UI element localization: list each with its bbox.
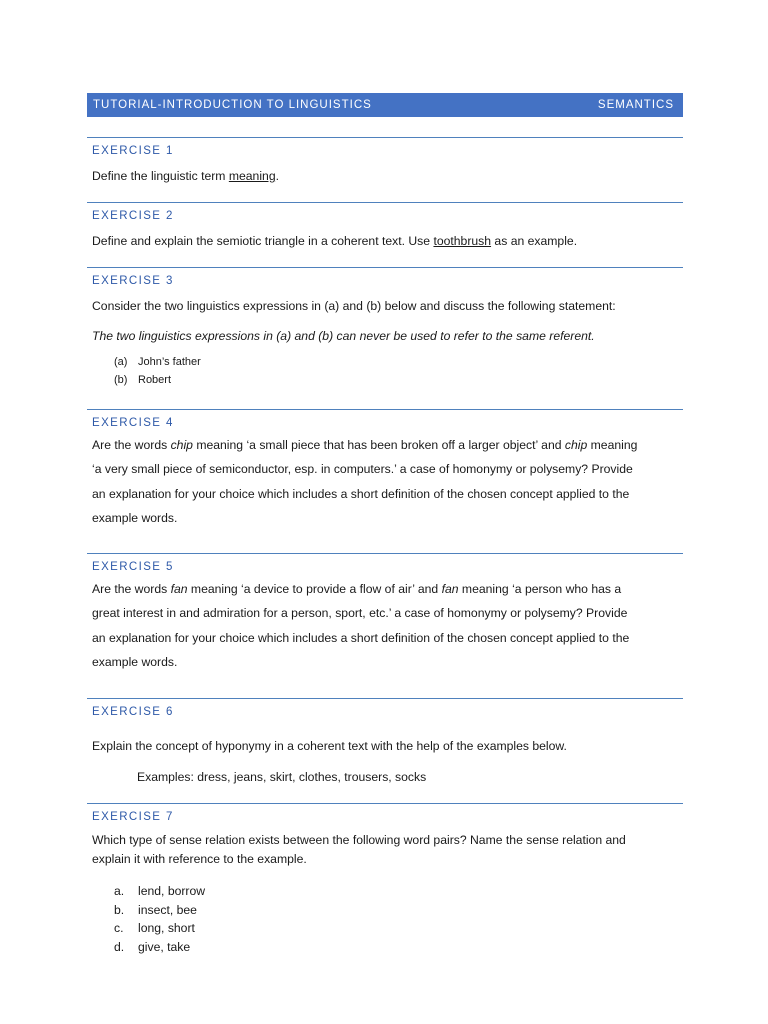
exercise-text: Define the linguistic term meaning. [92,169,279,183]
exercise-1 [87,137,683,202]
statement: The two linguistics expressions in (a) and (b) can never be used to refer to the same referent. [92,329,595,343]
exercise-text: Are the words chip meaning ‘a small piece that has been broken off a larger object’ and chip meaning ‘a very small piece of semiconductor, esp. in computers.’ a case of homonymy or polysemy? Provide an explanation for your choice which includes a short definition of the chosen concept applied to the example words. [92,438,638,526]
exercise-title: EXERCISE 7 [92,811,174,823]
exercise-title: EXERCISE 1 [92,145,174,157]
exercise-text: Define and explain the semiotic triangle in a coherent text. Use toothbrush as an example. [92,234,578,248]
header-title: TUTORIAL-INTRODUCTION TO LINGUISTICS [93,99,372,111]
header-topic: SEMANTICS [597,99,674,111]
key-term: meaning [228,169,276,183]
exercise-title: EXERCISE 3 [92,275,174,287]
exercise-text: Are the words fan meaning ‘a device to provide a flow of air’ and fan meaning ‘a person who has a great interest in and admiration for a person, sport, etc.’ a case of homonymy or polysemy? Provide an explanation for your choice which includes a short definition of the chosen concept applied to the example words. [92,582,630,670]
exercise-text: Explain the concept of hyponymy in a coherent text with the help of the examples below. [92,739,567,753]
list-item: b. insect, bee [114,902,197,917]
worksheet [87,93,683,957]
list-item: c. long, short [114,921,195,936]
exercise-2 [87,202,683,267]
header-bar [87,93,683,117]
list-item: d. give, take [114,940,191,955]
exercise-title: EXERCISE 5 [92,561,174,573]
exercise-6 [87,698,683,803]
exercise-title: EXERCISE 4 [92,417,174,429]
exercise-title: EXERCISE 2 [92,210,174,222]
exercise-text: Which type of sense relation exists between the following word pairs? Name the sense relation and explain it with reference to the example. [92,833,626,866]
list-item: a. lend, borrow [114,884,206,898]
examples-line: Examples: dress, jeans, skirt, clothes, trousers, socks [137,770,427,784]
exercise-text: Consider the two linguistics expressions in (a) and (b) below and discuss the following statement: [92,299,616,313]
exercise-7 [87,803,683,957]
exercise-3 [87,267,683,409]
key-term: toothbrush [433,234,492,248]
exercise-5 [87,553,683,698]
list-item: (b) Robert [114,374,172,386]
word-pair-list [92,882,678,957]
list-item: (a) John’s father [114,356,201,368]
exercise-4 [87,409,683,553]
exercise-title: EXERCISE 6 [92,706,174,718]
expression-list [92,353,678,389]
